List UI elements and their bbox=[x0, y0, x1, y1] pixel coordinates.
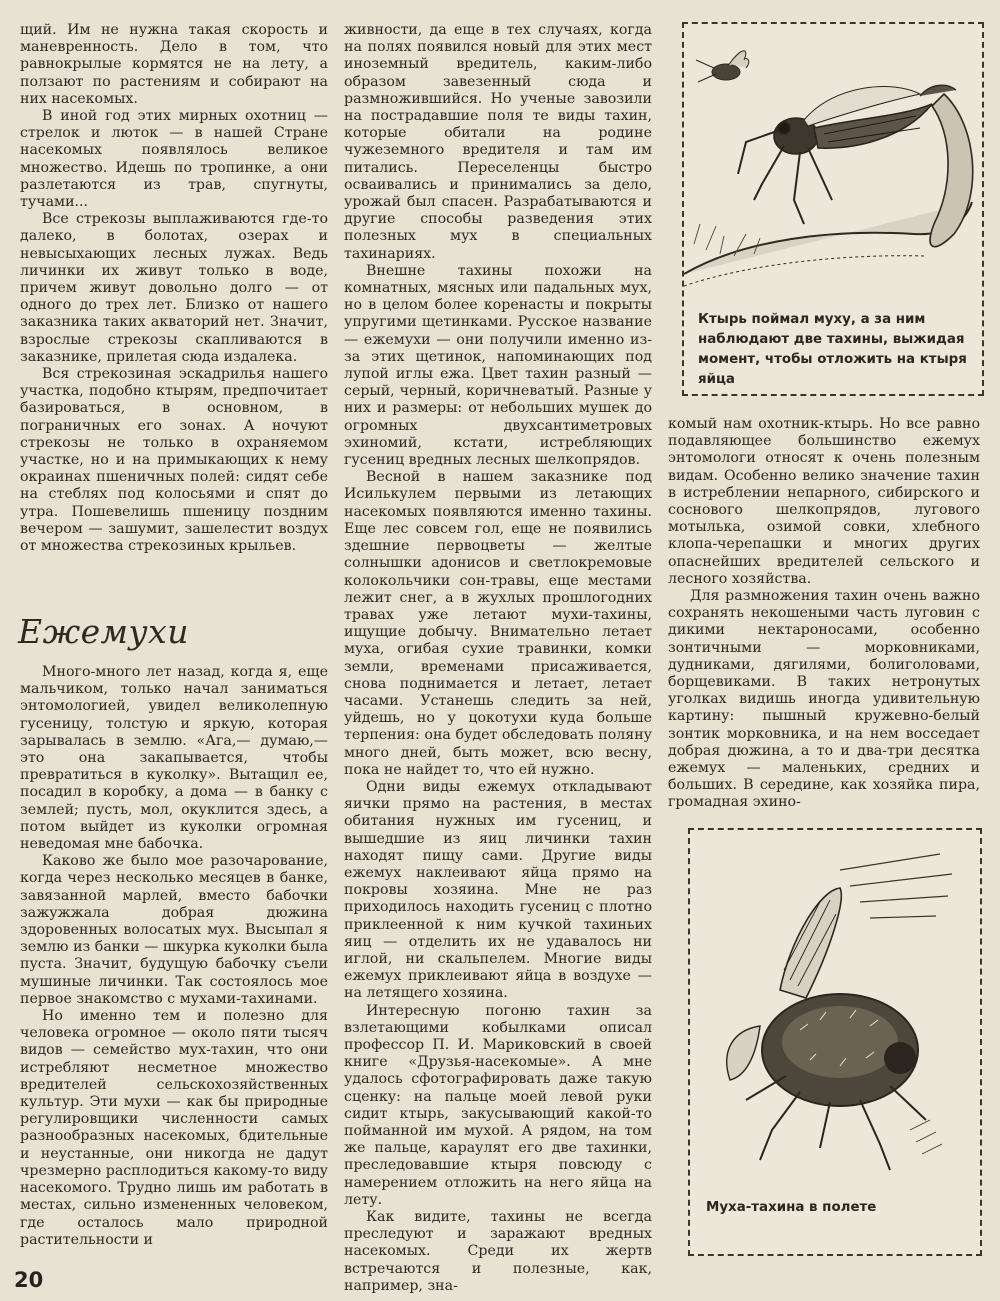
caption-bottom: Муха-тахина в полете bbox=[706, 1200, 877, 1215]
paragraph: щий. Им не нужна такая скорость и маневренность. Дело в том, что равнокрылые кормятся не на лету, а ползают по растениям и собирают на них насекомых. bbox=[20, 22, 328, 107]
paragraph: Много-много лет назад, когда я, еще мальчиком, только начал заниматься энтомологией, увидел великолепную гусеницу, толстую и яркую, которая зарывалась в землю. «Ага,— думаю,— это она закапывается, чтобы превратиться в куколку». Вытащил ее, посадил в коробку, а дома — в банку с землей; пусть, мол, окуклится здесь, а потом выйдет из куколки огромная неведомая мне бабочка. bbox=[20, 664, 328, 853]
tachina-fly-in-flight-sketch-icon bbox=[690, 830, 980, 1190]
paragraph: живности, да еще в тех случаях, когда на полях появился новый для этих мест иноземный вредитель, каким-либо образом завезенный сюда и размножившийся. Но ученые завозили на пострадавшие поля те виды тахин, которые обитали на родине чужеземного вредителя и там им питались. Переселенцы быстро осваивались и принимались за дело, урожай был спасен. Разрабатываются и другие способы разведения этих полезных мух в специальных тахинариях. bbox=[344, 22, 652, 262]
paragraph: Но именно тем и полезно для человека огромное — около пяти тысяч видов — семейство мух-тахин, что они истребляют несметное множество вредителей сельскохозяйственных культур. Эти мухи — как бы природные регулировщики численности самых разнообразных насекомых, бдительные и неустанные, они никогда не дадут чрезмерно расплодиться какому-то виду насекомого. Трудно лишь им работать в местах, сильно измененных человеком, где осталось мало природной растительности и bbox=[20, 1008, 328, 1248]
illustration-frame-bottom bbox=[688, 828, 982, 1256]
robber-fly-with-prey-sketch-icon bbox=[684, 24, 982, 304]
paragraph: Интересную погоню тахин за взлетающими кобылками описал профессор П. И. Мариковский в своей книге «Друзья-насекомые». А мне удалось сфотографировать даже такую сценку: на пальце моей левой руки сидит ктырь, закусывающий какой-то пойманной им мухой. А рядом, на том же пальце, караулят его две тахинки, преследовавшие ктыря повсюду с намерением отложить на него яйца на лету. bbox=[344, 1002, 652, 1208]
paragraph: Как видите, тахины не всегда преследуют и заражают вредных насекомых. Среди их жертв встречаются и полезные, как, например, зна- bbox=[344, 1209, 652, 1294]
column-1-bottom bbox=[20, 664, 328, 1249]
column-2 bbox=[344, 22, 652, 1295]
paragraph: Весной в нашем заказнике под Исилькулем первыми из летающих насекомых появляются именно тахины. Еще лес совсем гол, еще не появились здешние первоцветы — желтые солнышки адонисов и светлокремовые колокольчики сон-травы, еще местами лежит снег, а в жухлых прошлогодних травах уже летают мухи-тахины, ищущие добычу. Внимательно летает муха, огибая сухие травинки, комки земли, временами присаживается, снова поднимается и летает, летает часами. Устанешь следить за ней, уйдешь, но у цокотухи куда больше терпения: она будет обследовать поляну много дней, быть может, всю весну, пока не найдет то, что ей нужно. bbox=[344, 469, 652, 778]
caption-top: Ктырь поймал муху, а за ним наблюдают две тахины, выжидая момент, чтобы отложить на ктыря яйца bbox=[698, 312, 967, 387]
page-number: 20 bbox=[14, 1268, 44, 1292]
column-3 bbox=[668, 416, 980, 812]
paragraph: Каково же было мое разочарование, когда через несколько месяцев в банке, завязанной марлей, вместо бабочки зажужжала добрая дюжина здоровенных волосатых мух. Высыпал я землю из банки — шкурка куколки была пуста. Значит, будущую бабочку съели мушиные личинки. Так состоялось мое первое знакомство с мухами-тахинами. bbox=[20, 853, 328, 1007]
illustration-frame-top bbox=[682, 22, 984, 396]
paragraph: комый нам охотник-ктырь. Но все равно подавляющее большинство ежемух энтомологи относят к очень полезным видам. Особенно велико значение тахин в истреблении непарного, сибирского и соснового шелкопрядов, лугового мотылька, озимой совки, хлебного клопа-черепашки и многих других опаснейших вредителей сельского и лесного хозяйства. bbox=[668, 416, 980, 587]
column-1-top bbox=[20, 22, 328, 555]
paragraph: Для размножения тахин очень важно сохранять некошеными часть луговин с дикими нектароносами, особенно зонтичными — морковниками, дудниками, дягилями, болиголовами, борщевиками. В таких нетронутых уголках видишь иногда удивительную картину: пышный кружевно-белый зонтик морковника, и на нем восседает добрая дюжина, а то и два-три десятка ежемух — маленьких, средних и больших. В середине, как хозяйка пира, громадная эхино- bbox=[668, 588, 980, 811]
paragraph: В иной год этих мирных охотниц — стрелок и люток — в нашей Стране насекомых появлялось великое множество. Идешь по тропинке, а они разлетаются из трав, спугнуты, тучами... bbox=[20, 108, 328, 211]
paragraph: Одни виды ежемух откладывают яички прямо на растения, в местах обитания нужных им гусениц, и вышедшие из яиц личинки тахин находят пищу сами. Другие виды ежемух наклеивают яйца прямо на покровы хозяина. Мне не раз приходилось находить гусениц с плотно приклеенной к ним кучкой тахиньих яиц — отделить их не удавалось ни иглой, ни скальпелем. Многие виды ежемух приклеивают яйца в воздухе — на летящего хозяина. bbox=[344, 778, 652, 1002]
paragraph: Все стрекозы выплаживаются где-то далеко, в болотах, озерах и невысыхающих лесных лужах. Ведь личинки их живут только в воде, причем живут довольно долго — от одного до трех лет. Близко от нашего заказника таких акваторий нет. Значит, взрослые стрекозы скапливаются в заказнике, прилетая сюда издалека. bbox=[20, 211, 328, 365]
article-heading: Ежемухи bbox=[18, 612, 189, 651]
paragraph: Внешне тахины похожи на комнатных, мясных или падальных мух, но в целом более коренасты и покрыты упругими щетинками. Русское название — ежемухи — они получили именно из-за этих щетинок, напоминающих под лупой иглы ежа. Цвет тахин разный — серый, черный, коричневатый. Разные у них и размеры: от небольших мушек до огромных двухсантиметровых эхиномий, кстати, истребляющих гусениц вредных лесных шелкопрядов. bbox=[344, 262, 652, 469]
paragraph: Вся стрекозиная эскадрилья нашего участка, подобно ктырям, предпочитает базироваться, в основном, в пограничных его зонах. А ночуют стрекозы не только в охраняемом участке, но и на примыкающих к нему окраинах пшеничных полей: сидят себе на стеблях под колосьями и спят до утра. Пошевелишь пшеницу поздним вечером — зашумит, зашелестит воздух от множества стрекозиных крыльев. bbox=[20, 366, 328, 555]
